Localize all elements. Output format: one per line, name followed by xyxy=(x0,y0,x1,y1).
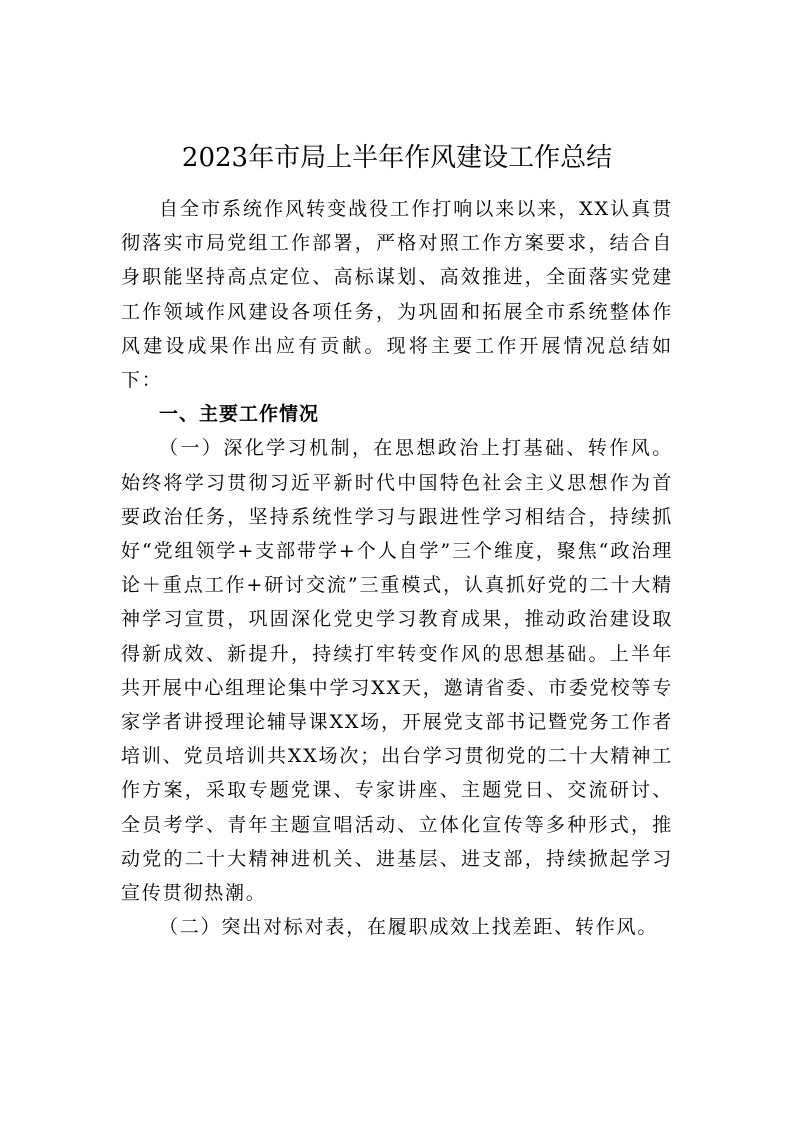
subsection-1-paragraph xyxy=(121,431,673,910)
section-heading-main-work: 一、主要工作情况 xyxy=(159,403,320,426)
subsection-2-heading: （二）突出对标对表，在履职成效上找差距、转作风。 xyxy=(159,916,659,939)
subsection-1-body: 始终将学习贯彻习近平新时代中国特色社会主义思想作为首要政治任务，坚持系统性学习与跟进性学习相结合，持续抓好“党组领学+支部带学+个人自学”三个维度，聚焦“政治理论＋重点工作+研讨交流”三重模式，认真抓好党的二十大精神学习宣贯，巩固深化党史学习教育成果，推动政治建设取得新成效、新提升，持续打牢转变作风的思想基础。上半年共开展中心组理论集中学习XX天，邀请省委、市委党校等专家学者讲授理论辅导课XX场，开展党支部书记暨党务工作者培训、党员培训共XX场次；出台学习贯彻党的二十大精神工作方案，采取专题党课、专家讲座、主题党日、交流研讨、全员考学、青年主题宣唱活动、立体化宣传等多种形式，推动党的二十大精神进机关、进基层、进支部，持续掀起学习宣传贯彻热潮。 xyxy=(121,471,673,905)
document-body xyxy=(121,132,673,944)
document-title: 2023年市局上半年作风建设工作总结 xyxy=(181,143,613,173)
intro-paragraph: 自全市系统作风转变战役工作打响以来以来，XX认真贯彻落实市局党组工作部署，严格对照工作方案要求，结合自身职能坚持高点定位、高标谋划、高效推进，全面落实党建工作领域作风建设各项任务，为巩固和拓展全市系统整体作风建设成果作出应有贡献。现将主要工作开展情况总结如下： xyxy=(121,198,673,392)
subsection-1-heading: （一）深化学习机制，在思想政治上打基础、转作风。 xyxy=(159,437,673,460)
